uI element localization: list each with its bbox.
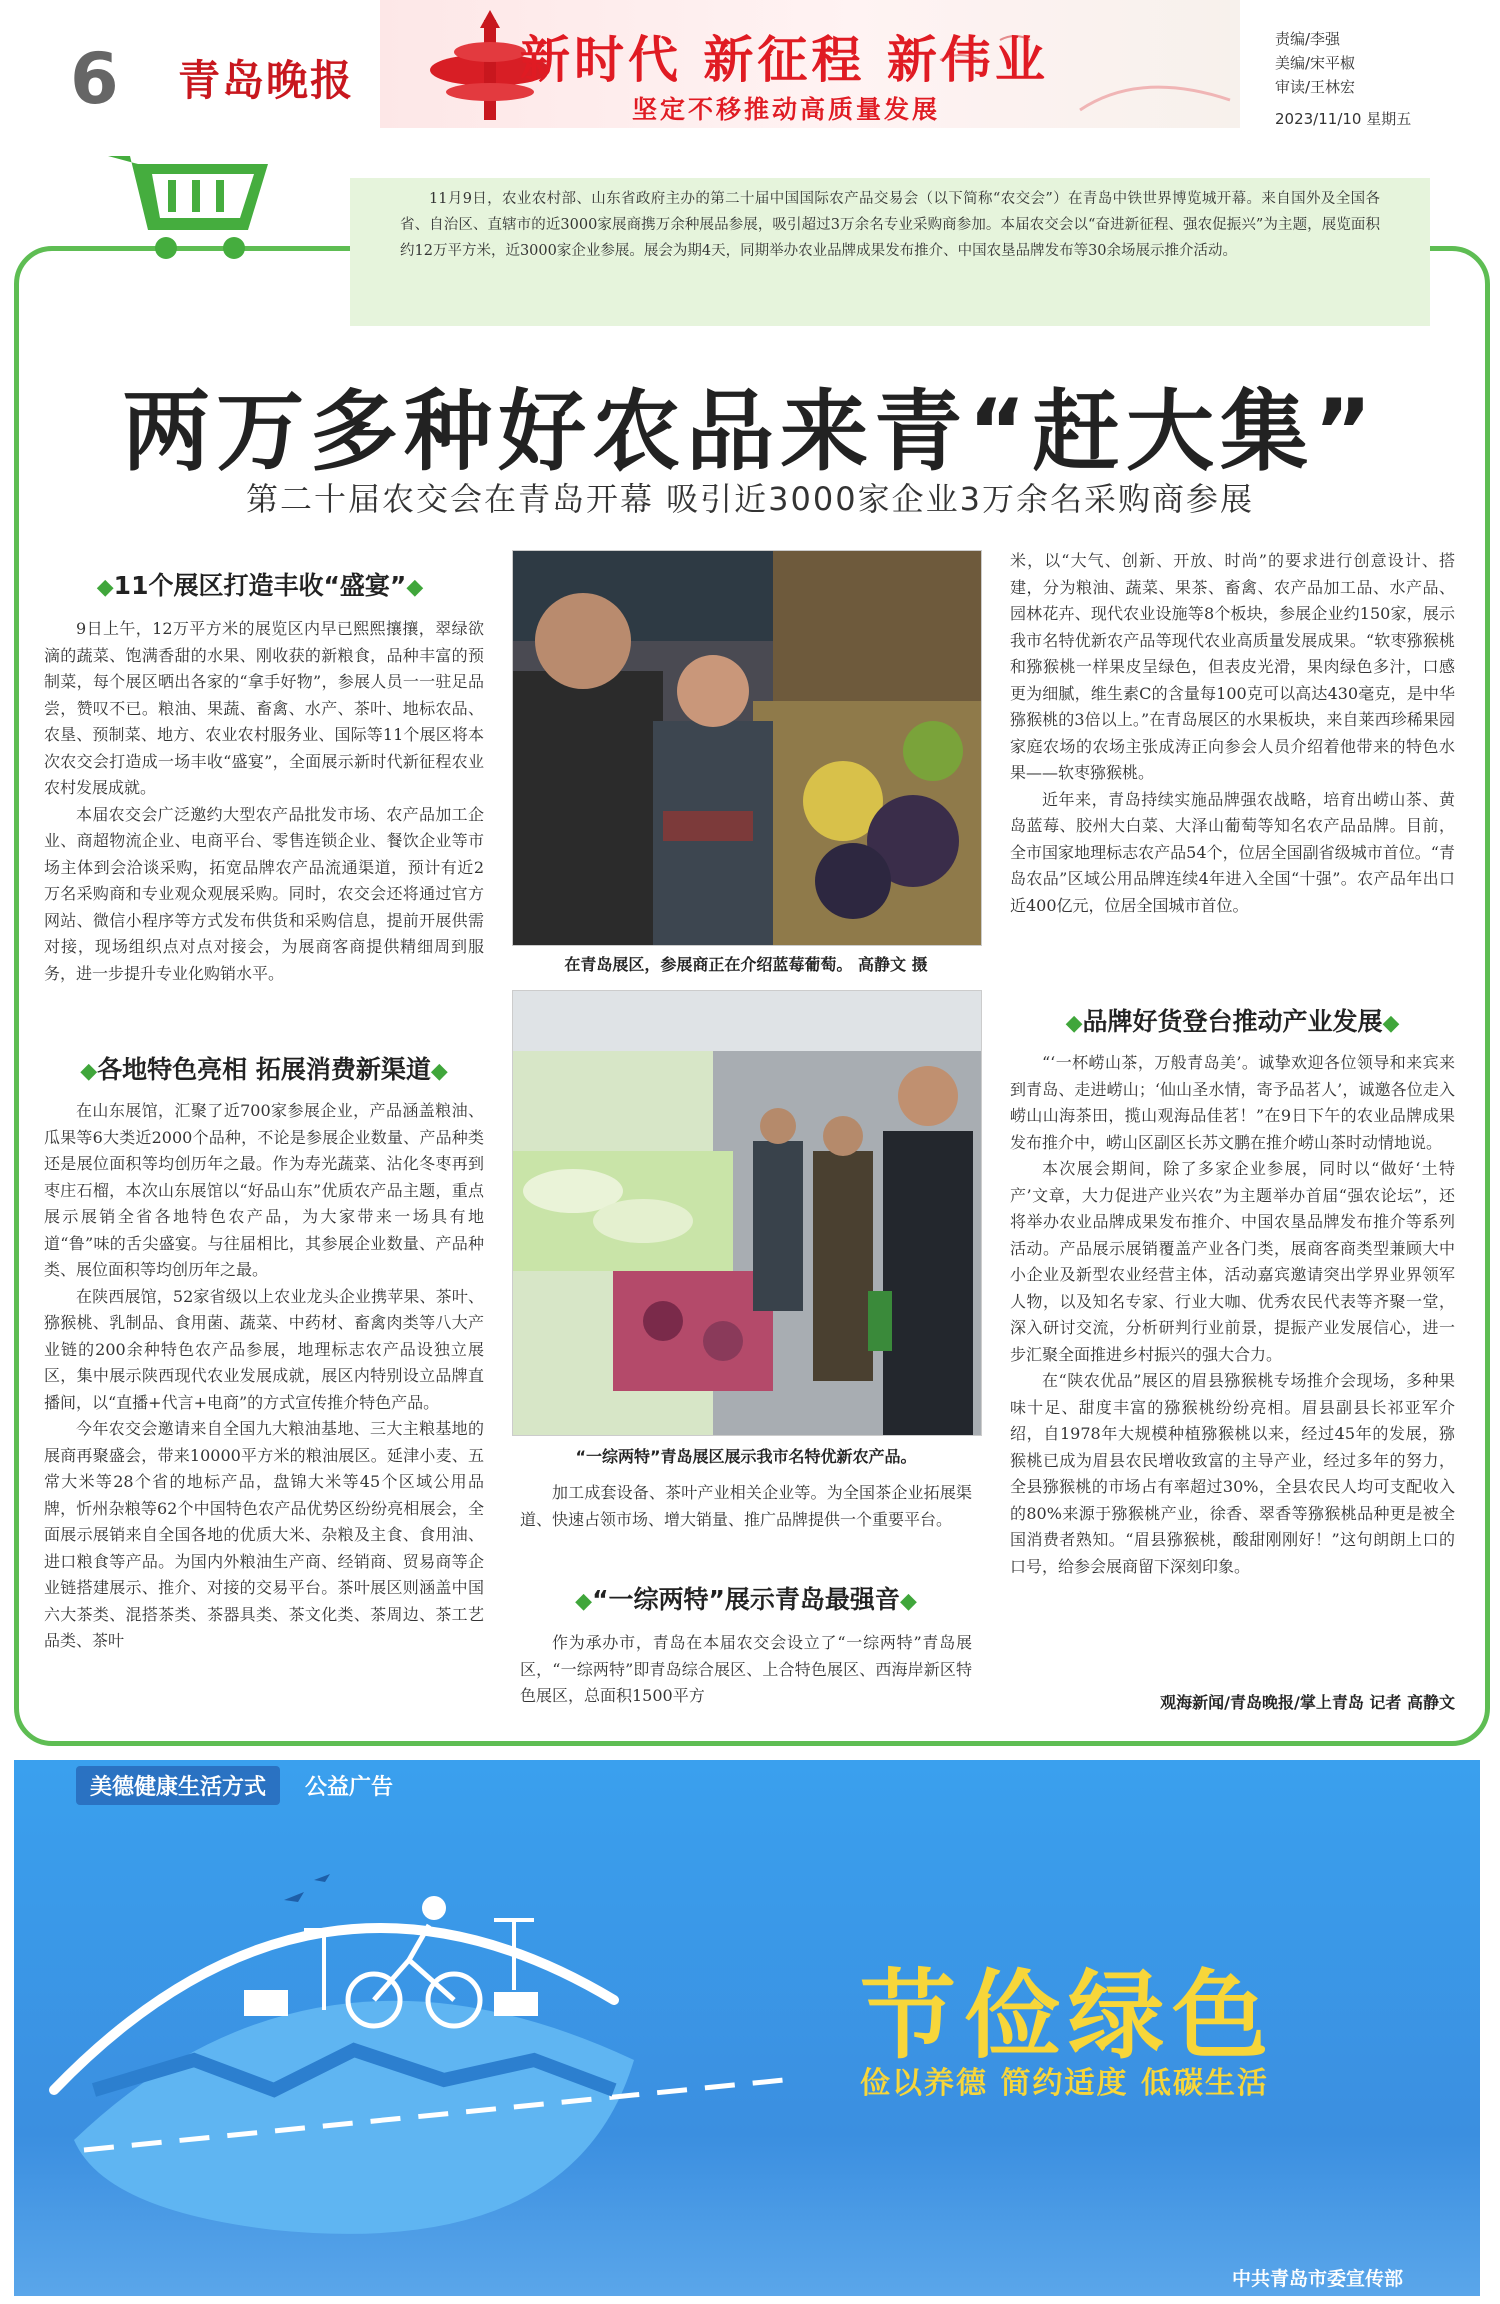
slogan-subtitle: 坚定不移推动高质量发展	[632, 95, 941, 124]
section-heading-3: ◆“一综两特”展示青岛最强音◆	[575, 1585, 917, 1614]
photo-caption-1: 在青岛展区，参展商正在介绍蓝莓葡萄。 高静文 摄	[564, 955, 928, 974]
editor-credit: 责编/李强	[1275, 30, 1341, 48]
page-number: 6	[70, 38, 119, 120]
paragraph: 本届农交会广泛邀约大型农产品批发市场、农产品加工企业、商超物流企业、电商平台、零售连锁企业、餐饮企业等市场主体到会洽谈采购，拓宽品牌农产品流通渠道，预计有近2万名采购商和专业观众观展采购。同时，农交会还将通过官方网站、微信小程序等方式发布供货和采购信息，提前开展供需对接，现场组织点对点对接会，为展商客商提供精细周到服务，进一步提升专业化购销水平。	[44, 804, 484, 983]
subheadline: 第二十届农交会在青岛开幕 吸引近3000家企业3万余名采购商参展	[246, 480, 1254, 518]
section-heading-1: ◆11个展区打造丰收“盛宴”◆	[96, 571, 424, 600]
paragraph: 在陕西展馆，52家省级以上农业龙头企业携苹果、茶叶、猕猴桃、乳制品、食用菌、蔬菜、中药材、畜禽肉类等八大产业链的200余种特色农产品参展，地理标志农产品设独立展区，集中展示陕西现代农业发展成就，展区内特别设立品牌直播间，以“直播+代言+电商”的方式宣传推介特色产品。	[44, 1286, 484, 1412]
ad-sponsor: 中共青岛市委宣传部	[1232, 2268, 1404, 2290]
column-1-part-2	[44, 1098, 484, 1712]
paragraph: 近年来，青岛持续实施品牌强农战略，培育出崂山茶、黄岛蓝莓、胶州大白菜、大泽山葡萄等知名农产品品牌。目前，全市国家地理标志农产品54个，位居全国副省级城市首位。“青岛农品”区域公用品牌连续4年进入全国“十强”。农产品年出口近400亿元，位居全国城市首位。	[1010, 789, 1455, 915]
photo-grape-booth	[512, 550, 982, 946]
diamond-icon: ◆	[96, 575, 114, 600]
paragraph: 今年农交会邀请来自全国九大粮油基地、三大主粮基地的展商再聚盛会，带来10000平方米的粮油展区。延津小麦、五常大米等28个省的地标产品，盘锦大米等45个区域公用品牌，忻州杂粮等62个中国特色农产品优势区纷纷亮相展会，全面展示展销来自全国各地的优质大米、杂粮及主食、食用油、进口粮食等产品。为国内外粮油生产商、经销商、贸易商等企业链搭建展示、推介、对接的交易平台。茶叶展区则涵盖中国六大茶类、混搭茶类、茶器具类、茶文化类、茶周边、茶工艺品类、茶叶	[44, 1419, 484, 1650]
photo-caption-2: “一综两特”青岛展区展示我市名特优新农产品。	[575, 1447, 917, 1466]
section-heading-2: ◆各地特色亮相 拓展消费新渠道◆	[80, 1055, 448, 1084]
diamond-icon: ◆	[80, 1059, 98, 1084]
ad-tag-healthy-lifestyle: 美德健康生活方式	[76, 1766, 280, 1805]
paragraph: 本次展会期间，除了多家企业参展，同时以“做好‘土特产’文章，大力促进产业兴农”为主题举办首届“强农论坛”，还将举办农业品牌成果发布推介、中国农垦品牌发布推介等系列活动。产品展示展销覆盖产业各门类，展商客商类型兼顾大中小企业及新型农业经营主体，活动嘉宾邀请突出学界业界领军人物，以及知名专家、行业大咖、优秀农民代表等齐聚一堂，深入研讨交流，分析研判行业前景，提振产业发展信心，进一步汇聚全面推进乡村振兴的强大合力。	[1010, 1159, 1455, 1364]
column-2-text-2	[520, 1630, 972, 1716]
newspaper-name: 青岛晚报	[178, 56, 355, 105]
designer-credit: 美编/宋平椒	[1275, 54, 1356, 72]
reviewer-credit: 审读/王林宏	[1275, 78, 1356, 96]
paragraph: 作为承办市，青岛在本届农交会设立了“一综两特”青岛展区，“一综两特”即青岛综合展区、上合特色展区、西海岸新区特色展区，总面积1500平方	[520, 1633, 972, 1705]
diamond-icon: ◆	[899, 1589, 917, 1614]
column-3-part-1	[1010, 548, 1455, 919]
column-2-text-1	[520, 1480, 972, 1533]
intro-paragraph: 11月9日，农业农村部、山东省政府主办的第二十届中国国际农产品交易会（以下简称“农交会”）在青岛中铁世界博览城开幕。来自国外及全国各省、自治区、直辖市的近3000家展商携万余种展品参展，吸引超过3万余名专业采购商参加。本届农交会以“奋进新征程、强农促振兴”为主题，展览面积约12万平方米，近3000家企业参展。展会为期4天，同期举办农业品牌成果发布推介、中国农垦品牌发布等30余场展示推介活动。	[400, 191, 1380, 259]
diamond-icon: ◆	[430, 1059, 448, 1084]
paragraph: 在“陕农优品”展区的眉县猕猴桃专场推介会现场，多种果味十足、甜度丰富的猕猴桃纷纷亮相。眉县副县长祁亚军介绍，自1978年大规模种植猕猴桃以来，经过45年的发展，猕猴桃已成为眉县农民增收致富的主导产业，经过多年的努力，全县猕猴桃的市场占有率超过30%，全县农民人均可支配收入的80%来源于猕猴桃产业，徐香、翠香等猕猴桃品种更是被全国消费者熟知。“眉县猕猴桃，酸甜刚刚好！”这句朗朗上口的口号，给参会展商留下深刻印象。	[1010, 1371, 1455, 1576]
diamond-icon: ◆	[406, 575, 424, 600]
ad-subtitle: 俭以养德 简约适度 低碳生活	[860, 2066, 1269, 2101]
byline: 观海新闻/青岛晚报/掌上青岛 记者 高静文	[1160, 1693, 1455, 1712]
section-heading-4: ◆品牌好货登台推动产业发展◆	[1065, 1007, 1400, 1036]
ad-tag-public-service: 公益广告	[305, 1775, 394, 1800]
photo-qingdao-booth	[512, 990, 982, 1436]
paragraph: “‘一杯崂山茶，万般青岛美’。诚挚欢迎各位领导和来宾来到青岛、走进崂山；‘仙山圣水情，寄予品茗人’，诚邀各位走入崂山山海茶田，揽山观海品佳茗！”在9日下午的农业品牌成果发布推介中，崂山区副区长苏文鹏在推介崂山茶时动情地说。	[1010, 1053, 1455, 1152]
paragraph: 米，以“大气、创新、开放、时尚”的要求进行创意设计、搭建，分为粮油、蔬菜、果茶、畜禽、农产品加工品、水产品、园林花卉、现代农业设施等8个板块，参展企业约150家，展示我市名特优新农产品等现代农业高质量发展成果。“软枣猕猴桃和猕猴桃一样果皮呈绿色，但表皮光滑，果肉绿色多汁，口感更为细腻，维生素C的含量每100克可以高达430毫克，是中华猕猴桃的3倍以上。”在青岛展区的水果板块，来自莱西珍稀果园家庭农场的农场主张成涛正向参会人员介绍着他带来的特色水果——软枣猕猴桃。	[1010, 551, 1455, 782]
diamond-icon: ◆	[1065, 1011, 1083, 1036]
diamond-icon: ◆	[575, 1589, 593, 1614]
diamond-icon: ◆	[1382, 1011, 1400, 1036]
paragraph: 加工成套设备、茶叶产业相关企业等。为全国茶企业拓展渠道、快速占领市场、增大销量、推广品牌提供一个重要平台。	[520, 1483, 972, 1529]
column-1-part-1	[44, 616, 484, 987]
slogan: 新时代 新征程 新伟业	[520, 31, 1049, 89]
ad-title: 节俭绿色	[860, 1960, 1276, 2072]
column-3-part-2	[1010, 1050, 1455, 1684]
issue-date: 2023/11/10 星期五	[1275, 110, 1412, 128]
paragraph: 在山东展馆，汇聚了近700家参展企业，产品涵盖粮油、瓜果等6大类近2000个品种，不论是参展企业数量、产品种类还是展位面积等均创历年之最。作为寿光蔬菜、沾化冬枣再到枣庄石榴，本次山东展馆以“好品山东”优质农产品主题，重点展示展销全省各地特色农产品，为大家带来一场具有地道“鲁”味的舌尖盛宴。与往届相比，其参展企业数量、产品种类、展位面积等均创历年之最。	[44, 1101, 484, 1279]
paragraph: 9日上午，12万平方米的展览区内早已熙熙攘攘，翠绿欲滴的蔬菜、饱满香甜的水果、刚收获的新粮食，品种丰富的预制菜，每个展区晒出各家的“拿手好物”，参展人员一一驻足品尝，赞叹不已。粮油、果蔬、畜禽、水产、茶叶、地标农品、农垦、预制菜、地方、农业农村服务业、国际等11个展区将本次农交会打造成一场丰收“盛宴”，全面展示新时代新征程农业农村发展成就。	[44, 619, 484, 797]
shopping-cart-icon	[108, 150, 268, 265]
headline: 两万多种好农品来青“赶大集”	[122, 380, 1378, 483]
